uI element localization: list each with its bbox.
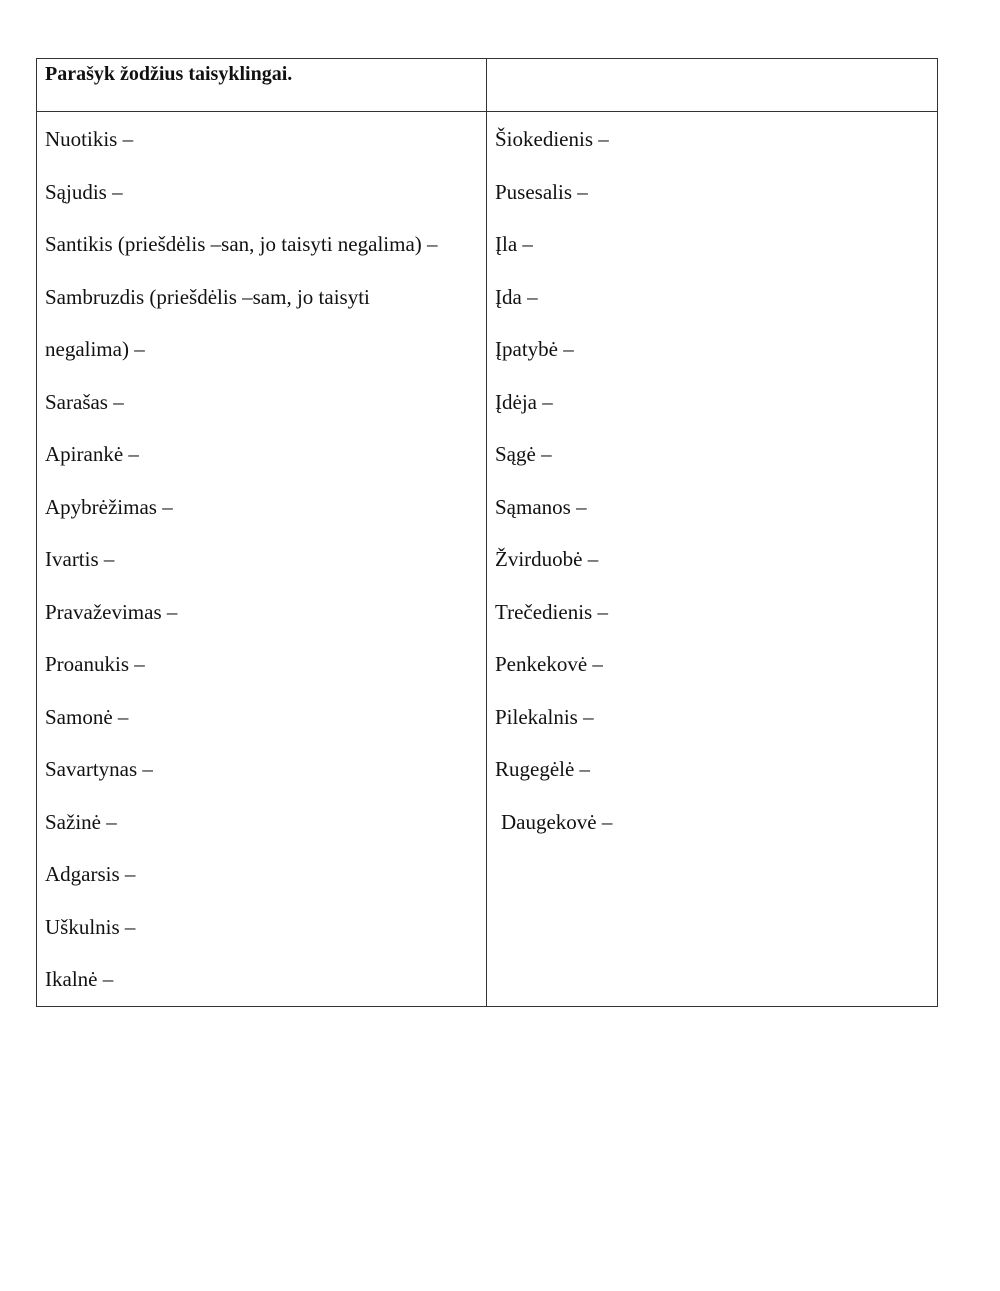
word-item: Pilekalnis –	[495, 704, 594, 729]
word-item: Daugekovė –	[501, 809, 613, 834]
word-item: Apirankė –	[45, 442, 139, 466]
heading-cell	[37, 59, 487, 112]
word-item: Samonė –	[45, 704, 129, 729]
word-item: Sambruzdis (priešdėlis –sam, jo taisyti	[45, 284, 370, 309]
worksheet-heading: Parašyk žodžius taisyklingai.	[45, 63, 293, 85]
word-item: Ivartis –	[45, 547, 115, 571]
word-item: Sažinė –	[45, 809, 117, 834]
word-item: Apybrėžimas –	[45, 494, 173, 519]
word-item: Šiokedienis –	[495, 127, 609, 151]
right-word-list	[495, 112, 929, 848]
word-item: Uškulnis –	[45, 914, 136, 939]
word-item: Penkekovė –	[495, 652, 603, 676]
word-item: Ikalnė –	[45, 967, 114, 991]
left-column-cell	[37, 112, 487, 1007]
body-row	[37, 112, 938, 1007]
word-item: Nuotikis –	[45, 127, 134, 151]
word-item: Įdėja –	[495, 389, 553, 414]
word-item: Pusesalis –	[495, 179, 588, 204]
word-item: Rugegėlė –	[495, 757, 591, 781]
word-item: Savartynas –	[45, 757, 153, 781]
word-item: Įla –	[495, 232, 533, 256]
word-item: Adgarsis –	[45, 862, 136, 886]
right-column-cell	[487, 112, 938, 1007]
word-item: Sąmanos –	[495, 494, 587, 519]
word-item: Įpatybė –	[495, 337, 574, 361]
word-item: Žvirduobė –	[495, 547, 599, 571]
word-item: Trečedienis –	[495, 599, 608, 624]
word-item: Proanukis –	[45, 652, 145, 676]
word-item: negalima) –	[45, 337, 145, 361]
left-word-list	[45, 112, 478, 1006]
word-item: Pravaževimas –	[45, 599, 178, 624]
header-row	[37, 59, 938, 112]
word-item: Sąjudis –	[45, 179, 123, 204]
empty-header-cell	[487, 59, 938, 112]
worksheet-table	[36, 58, 938, 1007]
word-item: Sarašas –	[45, 389, 124, 414]
word-item: Įda –	[495, 284, 538, 309]
word-item: Sągė –	[495, 442, 552, 466]
word-item: Santikis (priešdėlis –san, jo taisyti negalima) –	[45, 232, 438, 256]
